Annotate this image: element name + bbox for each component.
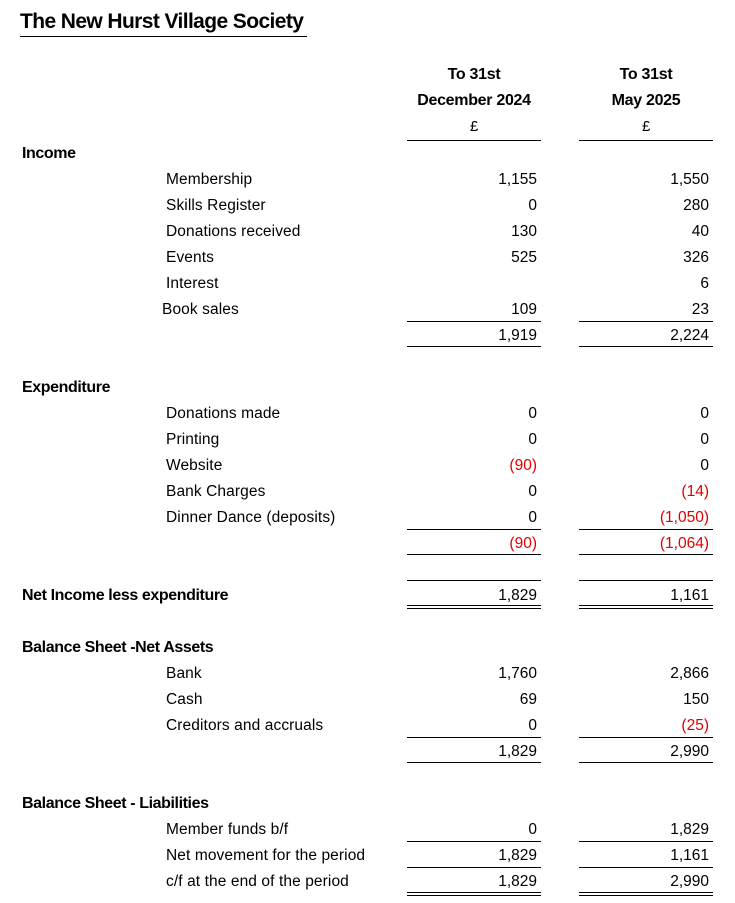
row-label: Interest [166, 275, 219, 292]
value-2025: 150 [683, 691, 709, 708]
value-2025: 23 [691, 301, 709, 318]
section-heading-expenditure: Expenditure [22, 379, 111, 396]
column-header-dec-2024 [407, 62, 541, 141]
document-title: The New Hurst Village Society [20, 8, 307, 37]
column-header-may-2025 [579, 62, 713, 141]
subtotal-rule [407, 841, 541, 842]
section-heading-liabilities: Balance Sheet - Liabilities [22, 795, 209, 812]
assets-total-2024: 1,829 [498, 743, 537, 760]
column-currency: £ [579, 114, 713, 141]
subtotal-rule [407, 737, 541, 738]
total-rule [407, 554, 541, 555]
income-total-2024: 1,919 [498, 327, 537, 344]
subtotal-rule [579, 737, 713, 738]
value-2025-negative: (1,050) [659, 509, 709, 526]
net-top-rule [407, 580, 541, 581]
value-2024: 130 [511, 223, 537, 240]
total-rule [579, 346, 713, 347]
row-label: Website [166, 457, 223, 474]
subtotal-rule [579, 529, 713, 530]
double-underline [407, 605, 541, 609]
subtotal-rule [579, 867, 713, 868]
double-underline [579, 605, 713, 609]
section-heading-income: Income [22, 145, 76, 162]
value-2025: 0 [700, 431, 709, 448]
value-2025: 326 [683, 249, 709, 266]
value-2025: 2,866 [670, 665, 709, 682]
value-2024-negative: (90) [509, 457, 537, 474]
value-2025: 0 [700, 405, 709, 422]
value-2024: 0 [528, 405, 537, 422]
row-label: Printing [166, 431, 220, 448]
expenditure-total-2025: (1,064) [659, 535, 709, 552]
value-2024: 1,829 [498, 847, 537, 864]
value-2025: 2,990 [670, 873, 709, 890]
value-2025: 280 [683, 197, 709, 214]
value-2025: 0 [700, 457, 709, 474]
total-rule [579, 762, 713, 763]
row-label: Membership [166, 171, 253, 188]
total-rule [579, 554, 713, 555]
row-label: Cash [166, 691, 203, 708]
total-rule [407, 346, 541, 347]
row-label: Donations made [166, 405, 281, 422]
column-currency: £ [407, 114, 541, 141]
column-header-line1: To 31st [619, 66, 673, 83]
row-label: Book sales [162, 301, 239, 318]
value-2024: 0 [528, 197, 537, 214]
value-2025: 6 [700, 275, 709, 292]
value-2024: 1,829 [498, 873, 537, 890]
row-label: Creditors and accruals [166, 717, 324, 734]
section-heading-net-assets: Balance Sheet -Net Assets [22, 639, 214, 656]
value-2024: 0 [528, 821, 537, 838]
value-2024: 0 [528, 717, 537, 734]
value-2024: 0 [528, 431, 537, 448]
subtotal-rule [407, 529, 541, 530]
row-label: Bank Charges [166, 483, 266, 500]
row-label: Donations received [166, 223, 301, 240]
subtotal-rule [407, 867, 541, 868]
subtotal-rule [579, 321, 713, 322]
double-underline [579, 892, 713, 896]
value-2024: 69 [519, 691, 537, 708]
assets-total-2025: 2,990 [670, 743, 709, 760]
value-2024: 0 [528, 509, 537, 526]
value-2025-negative: (14) [681, 483, 709, 500]
value-2025: 40 [691, 223, 709, 240]
value-2024: 109 [511, 301, 537, 318]
column-header-line1: To 31st [447, 66, 501, 83]
subtotal-rule [579, 841, 713, 842]
row-label: Skills Register [166, 197, 266, 214]
value-2025: 1,829 [670, 821, 709, 838]
net-income-2024: 1,829 [498, 587, 537, 604]
row-label: Dinner Dance (deposits) [166, 509, 336, 526]
value-2024: 0 [528, 483, 537, 500]
net-top-rule [579, 580, 713, 581]
net-income-2025: 1,161 [670, 587, 709, 604]
row-label: Member funds b/f [166, 821, 289, 838]
double-underline [407, 892, 541, 896]
value-2024: 1,760 [498, 665, 537, 682]
column-header-line2: December 2024 [417, 92, 531, 109]
income-total-2025: 2,224 [670, 327, 709, 344]
row-label: Events [166, 249, 214, 266]
column-header-line2: May 2025 [611, 92, 681, 109]
total-rule [407, 762, 541, 763]
row-label: Net movement for the period [166, 847, 366, 864]
value-2025: 1,550 [670, 171, 709, 188]
expenditure-total-2024: (90) [509, 535, 537, 552]
value-2024: 1,155 [498, 171, 537, 188]
row-label: c/f at the end of the period [166, 873, 349, 890]
value-2025-negative: (25) [681, 717, 709, 734]
row-label: Bank [166, 665, 202, 682]
net-income-label: Net Income less expenditure [22, 587, 229, 604]
value-2025: 1,161 [670, 847, 709, 864]
value-2024: 525 [511, 249, 537, 266]
subtotal-rule [407, 321, 541, 322]
